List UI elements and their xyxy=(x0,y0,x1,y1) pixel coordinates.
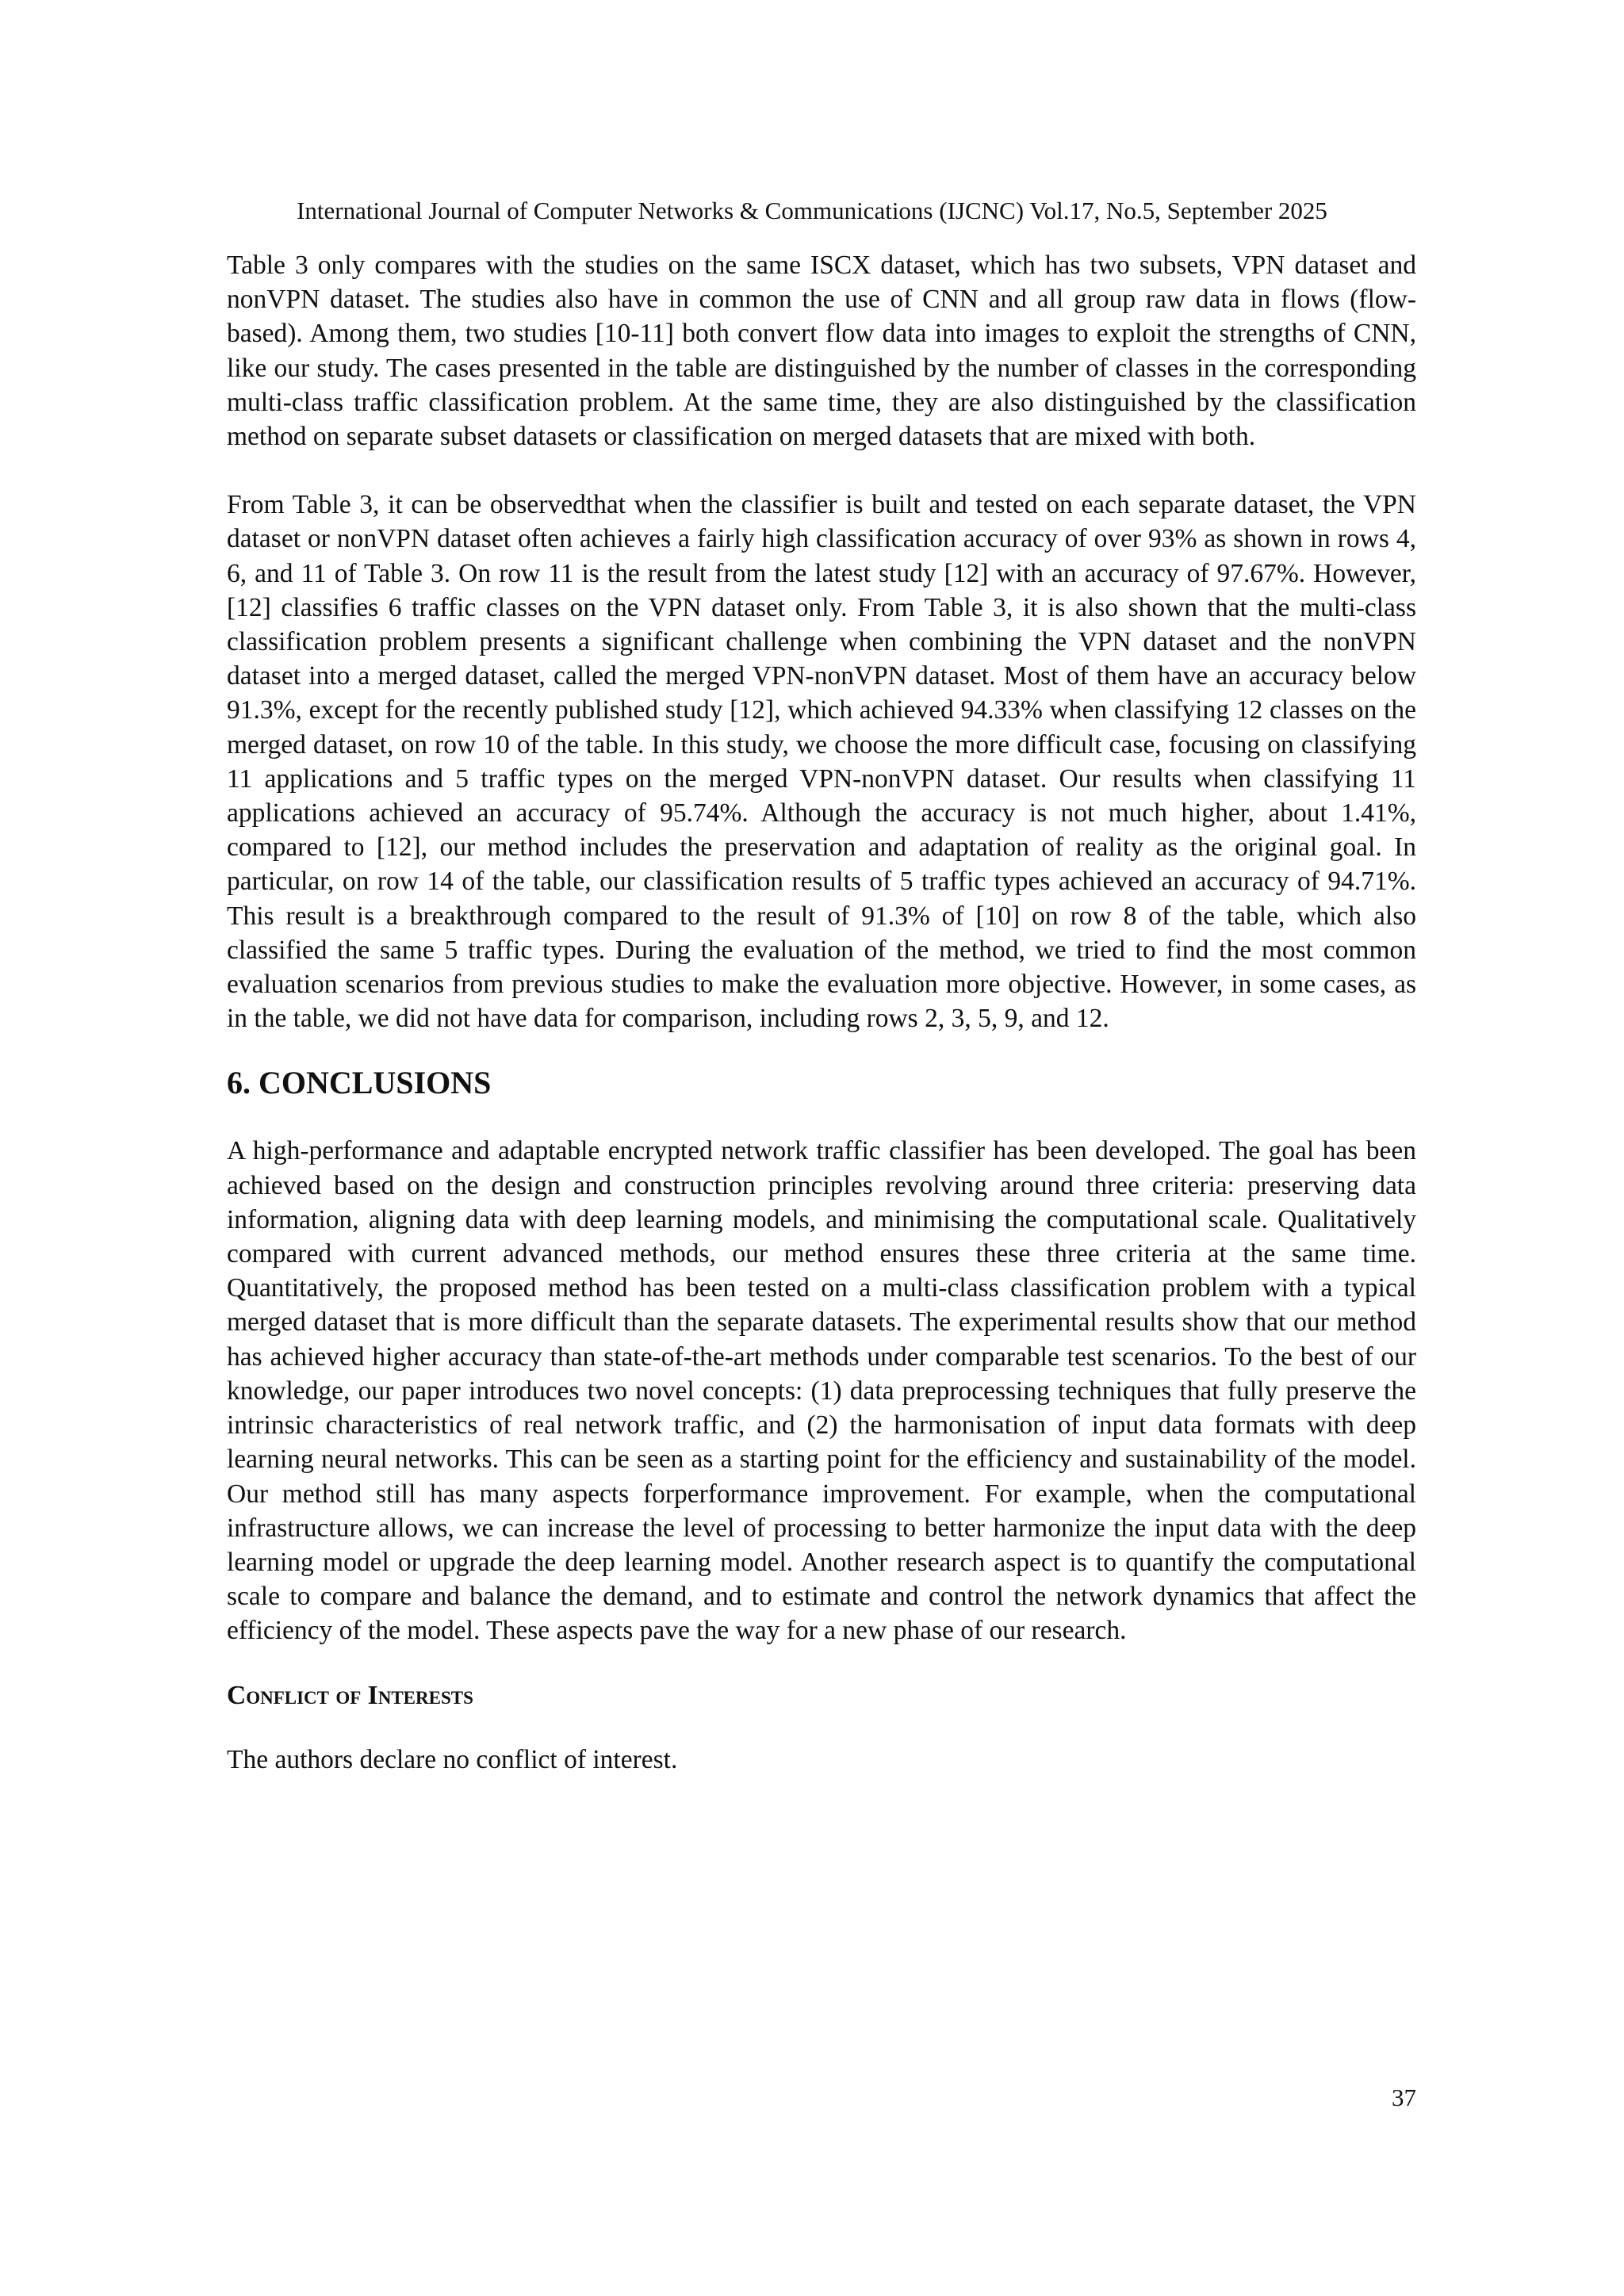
paragraph-table3-analysis: From Table 3, it can be observedthat when the classifier is built and tested on each separate dataset, the VPN dataset or nonVPN dataset often achieves a fairly high classification accuracy of over 93% as shown in rows 4, 6, and 11 of Table 3. On row 11 is the result from the latest study [12] with an accuracy of 97.67%. However, [12] classifies 6 traffic classes on the VPN dataset only. From Table 3, it is also shown that the multi-class classification problem presents a significant challenge when combining the VPN dataset and the nonVPN dataset into a merged dataset, called the merged VPN-nonVPN dataset. Most of them have an accuracy below 91.3%, except for the recently published study [12], which achieved 94.33% when classifying 12 classes on the merged dataset, on row 10 of the table. In this study, we choose the more difficult case, focusing on classifying 11 applications and 5 traffic types on the merged VPN-nonVPN dataset. Our results when classifying 11 applications achieved an accuracy of 95.74%. Although the accuracy is not much higher, about 1.41%, compared to [12], our method includes the preservation and adaptation of reality as the original goal. In particular, on row 14 of the table, our classification results of 5 traffic types achieved an accuracy of 94.71%. This result is a breakthrough compared to the result of 91.3% of [10] on row 8 of the table, which also classified the same 5 traffic types. During the evaluation of the method, we tried to find the most common evaluation scenarios from previous studies to make the evaluation more objective. However, in some cases, as in the table, we did not have data for comparison, including rows 2, 3, 5, 9, and 12. xyxy=(227,490,1416,1034)
paragraph-table3-intro: Table 3 only compares with the studies on the same ISCX dataset, which has two subsets, VPN dataset and nonVPN dataset. The studies also have in common the use of CNN and all group raw data in flows (flow-based). Among them, two studies [10-11] both convert flow data into images to exploit the strengths of CNN, like our study. The cases presented in the table are distinguished by the number of classes in the corresponding multi-class traffic classification problem. At the same time, they are also distinguished by the classification method on separate subset datasets or classification on merged datasets that are mixed with both. xyxy=(227,251,1416,452)
paragraph-conclusions: A high-performance and adaptable encrypted network traffic classifier has been developed. The goal has been achieved based on the design and construction principles revolving around three criteria: preserving data information, aligning data with deep learning models, and minimising the computational scale. Qualitatively compared with current advanced methods, our method ensures these three criteria at the same time. Quantitatively, the proposed method has been tested on a multi-class classification problem with a typical merged dataset that is more difficult than the separate datasets. The experimental results show that our method has achieved higher accuracy than state-of-the-art methods under comparable test scenarios. To the best of our knowledge, our paper introduces two novel concepts: (1) data preprocessing techniques that fully preserve the intrinsic characteristics of real network traffic, and (2) the harmonisation of input data formats with deep learning neural networks. This can be seen as a starting point for the efficiency and sustainability of the model. Our method still has many aspects forperformance improvement. For example, when the computational infrastructure allows, we can increase the level of processing to better harmonize the input data with the deep learning model or upgrade the deep learning model. Another research aspect is to quantify the computational scale to compare and balance the demand, and to estimate and control the network dynamics that affect the efficiency of the model. These aspects pave the way for a new phase of our research. xyxy=(227,1136,1416,1646)
section-number: 6. xyxy=(227,1065,251,1101)
section-title-rest: ONCLUSIONS xyxy=(281,1065,492,1101)
subsection-heading-conflict: Conflict of Interests xyxy=(227,1680,473,1710)
running-header: International Journal of Computer Networks & Communications (IJCNC) Vol.17, No.5, September 2025 xyxy=(297,197,1327,224)
section-heading-conclusions xyxy=(227,1064,1416,1102)
paragraph-conflict: The authors declare no conflict of interest. xyxy=(227,1744,678,1774)
section-title-initial: C xyxy=(259,1065,282,1101)
page-number: 37 xyxy=(1392,2084,1416,2111)
page-body xyxy=(227,248,1416,1777)
